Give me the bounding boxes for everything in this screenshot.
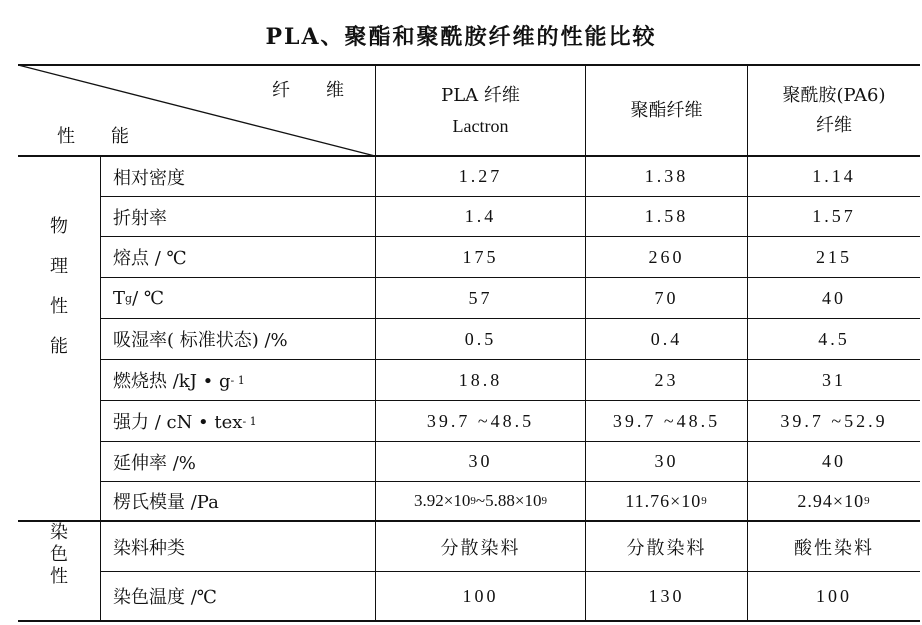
value-cell: 1.27 — [458, 166, 503, 186]
comparison-table — [18, 64, 920, 622]
value-cell: 39.7 ~52.9 — [780, 410, 888, 431]
value-cell: 70 — [654, 287, 679, 308]
value-cell: 分散染料 — [440, 537, 521, 559]
property-label: 染色温度 /℃ — [113, 587, 217, 608]
value-cell: 130 — [648, 585, 685, 606]
value-cell: 0.4 — [650, 328, 683, 349]
value-cell: 2.94× 10 9 — [797, 490, 871, 511]
column-header-pla: PLA 纤维 Lactron — [441, 84, 520, 136]
page-title: PLA、聚酯和聚酰胺纤维的性能比较 — [265, 24, 657, 50]
property-label: T g / ℃ — [113, 287, 164, 309]
value-cell: 30 — [654, 451, 679, 471]
property-label: 强力 / cN • tex - 1 — [113, 412, 257, 433]
table-bottom-border — [18, 620, 920, 622]
value-cell: 11.76× 10 9 — [625, 490, 708, 511]
value-cell: 1.4 — [464, 206, 497, 226]
property-label: 熔点 / ℃ — [113, 248, 187, 269]
property-label: 燃烧热 /kJ • g - 1 — [113, 371, 245, 392]
column-header-pa6: 聚酰胺(PA6) 纤维 — [782, 84, 886, 136]
value-cell: 40 — [822, 451, 846, 471]
group-label-physical: 物 理 性 能 — [50, 216, 68, 357]
value-cell: 3.92× 10 9 ~ 5.88× 10 9 — [414, 491, 547, 510]
value-cell: 23 — [654, 369, 679, 390]
column-header-polyester: 聚酯纤维 — [630, 99, 703, 121]
value-cell: 100 — [816, 585, 852, 606]
value-cell: 18.8 — [458, 369, 503, 390]
value-cell: 1.14 — [812, 166, 856, 186]
property-label: 楞氏模量 /Pa — [113, 492, 219, 513]
diag-header-bottom: 性 能 — [57, 126, 129, 147]
value-cell: 100 — [462, 585, 499, 606]
value-cell: 30 — [468, 451, 493, 471]
value-cell: 40 — [822, 287, 846, 308]
diag-header-top: 纤 维 — [272, 80, 344, 101]
property-label: 相对密度 — [113, 167, 185, 189]
property-label: 延伸率 /% — [113, 452, 196, 474]
group-label-dyeing: 染 色 性 — [50, 522, 68, 587]
value-cell: 1.58 — [644, 206, 689, 226]
value-cell: 1.57 — [812, 206, 856, 226]
property-label: 染料种类 — [113, 537, 185, 559]
property-label: 吸湿率( 标准状态) /% — [113, 330, 288, 351]
value-cell: 1.38 — [644, 166, 689, 186]
value-cell: 57 — [468, 287, 493, 308]
value-cell: 4.5 — [818, 328, 850, 349]
value-cell: 215 — [816, 246, 852, 267]
value-cell: 分散染料 — [626, 537, 707, 559]
value-cell: 175 — [462, 246, 499, 267]
property-label: 折射率 — [113, 207, 167, 229]
value-cell: 酸性染料 — [794, 537, 874, 559]
value-cell: 260 — [648, 246, 685, 267]
value-cell: 39.7 ~48.5 — [612, 410, 721, 431]
value-cell: 31 — [822, 369, 846, 390]
value-cell: 0.5 — [464, 328, 497, 349]
value-cell: 39.7 ~48.5 — [426, 410, 535, 431]
